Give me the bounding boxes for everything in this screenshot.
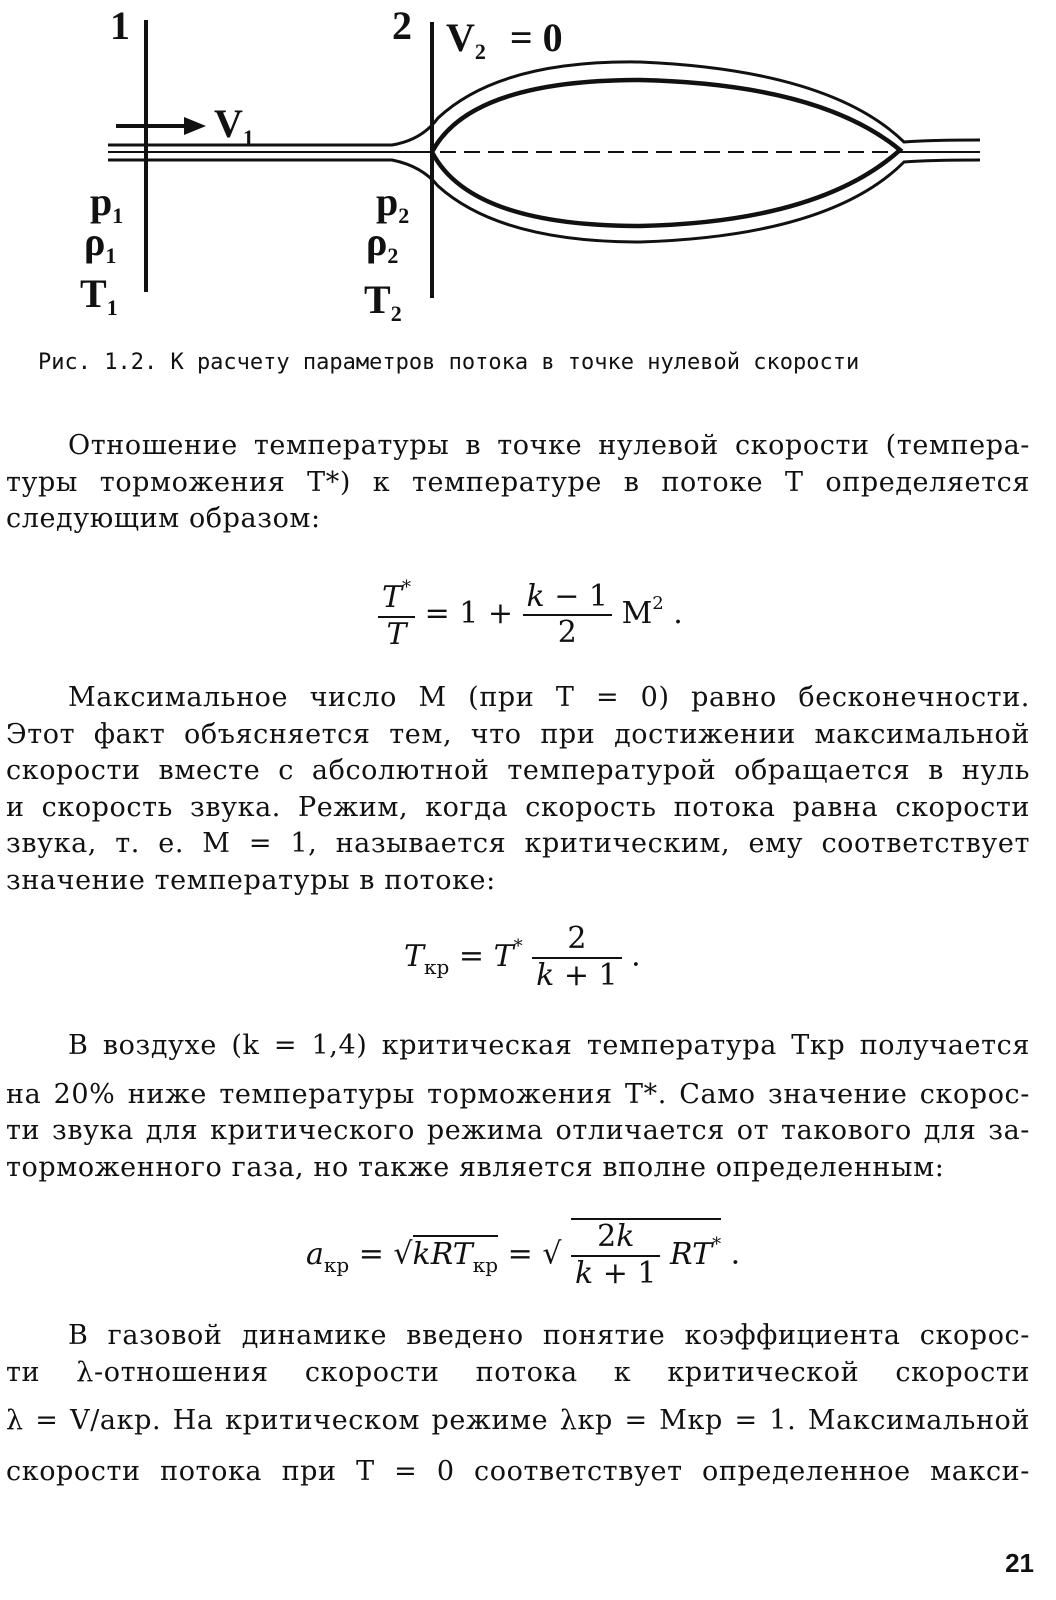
figure-caption: Рис. 1.2. К расчету параметров потока в точке нулевой скорости (38, 350, 860, 375)
text-line: В газовой динамике введено понятие коэффициента скорос- (68, 1320, 1030, 1351)
text-line: Этот факт объясняется тем, что при достижении максимальной (6, 718, 1030, 750)
v1-label: $V_1$ (214, 101, 254, 150)
text-line: ти звука для критического режима отличается от такового для за- (6, 1115, 1030, 1146)
text-line: скорости вместе с абсолютной температурой обращается в нуль (6, 755, 1030, 786)
streamline-lower (108, 160, 980, 242)
t1-label: $T_1$ (80, 271, 118, 320)
text-line: скорости потока при T = 0 соответствует определенное макси- (6, 1455, 1030, 1487)
text-line: ти λ-отношения скорости потока к критической скорости (6, 1356, 1030, 1388)
section-2-number: 2 (392, 3, 412, 48)
text-line: торможенного газа, но также является вполне определенным: (6, 1151, 945, 1183)
t2-label: $T_2$ (364, 277, 402, 326)
figure (0, 0, 1056, 340)
p1-label: $p_1$ (90, 179, 124, 228)
text-line: звука, т. е. М = 1, называется критическим, ему соответствует (6, 828, 1030, 859)
section-1-number: 1 (110, 3, 130, 48)
text-line: следующим образом: (6, 503, 321, 534)
rho2-label: $\rho_2$ (366, 219, 399, 268)
text-line: В воздухе (k = 1,4) критическая температура Tкр получается (68, 1030, 1030, 1061)
page-number: 21 (1005, 1548, 1034, 1578)
formula-critical-temperature: $T_{кр} = T^*$ $\frac{2}{k + 1}$ . (404, 921, 641, 993)
formula-stagnation-temperature: $\frac{T^*}{T}$ = 1 + $\frac{k - 1}{2}$ $M^2$ . (378, 578, 683, 652)
text-line: туры торможения T*) к температуре в потоке T определяется (6, 466, 1030, 498)
rho1-label: $\rho_1$ (84, 219, 117, 268)
p2-label: $p_2$ (376, 179, 410, 228)
paragraph-1 (6, 428, 1030, 538)
text-line: Отношение температуры в точке нулевой скорости (темпера- (68, 430, 1030, 461)
text-line: Максимальное число М (при T = 0) равно бесконечности. (68, 682, 1030, 713)
text-line: и скорость звука. Режим, когда скорость потока равна скорости (6, 791, 1030, 823)
v2-label: $V_2 = 0$ (446, 15, 563, 64)
v2-value: = 0 (509, 15, 563, 60)
text-line: λ = V/aкр. На критическом режиме λкр = Мкр = 1. Максимальной (6, 1405, 1030, 1436)
paragraph-3 (6, 1028, 1030, 1186)
paragraph-2 (6, 680, 1030, 899)
formula-critical-speed-of-sound: $a_{кр} = √kRT_{кр}$ = √ $\frac{2k}{k + 1}$ RT* . (306, 1219, 741, 1291)
text-line: значение температуры в потоке: (6, 864, 496, 896)
v1-arrow-head (184, 117, 206, 135)
paragraph-4 (6, 1318, 1030, 1490)
text-line: на 20% ниже температуры торможения T*. Само значение скорос- (6, 1078, 1030, 1110)
